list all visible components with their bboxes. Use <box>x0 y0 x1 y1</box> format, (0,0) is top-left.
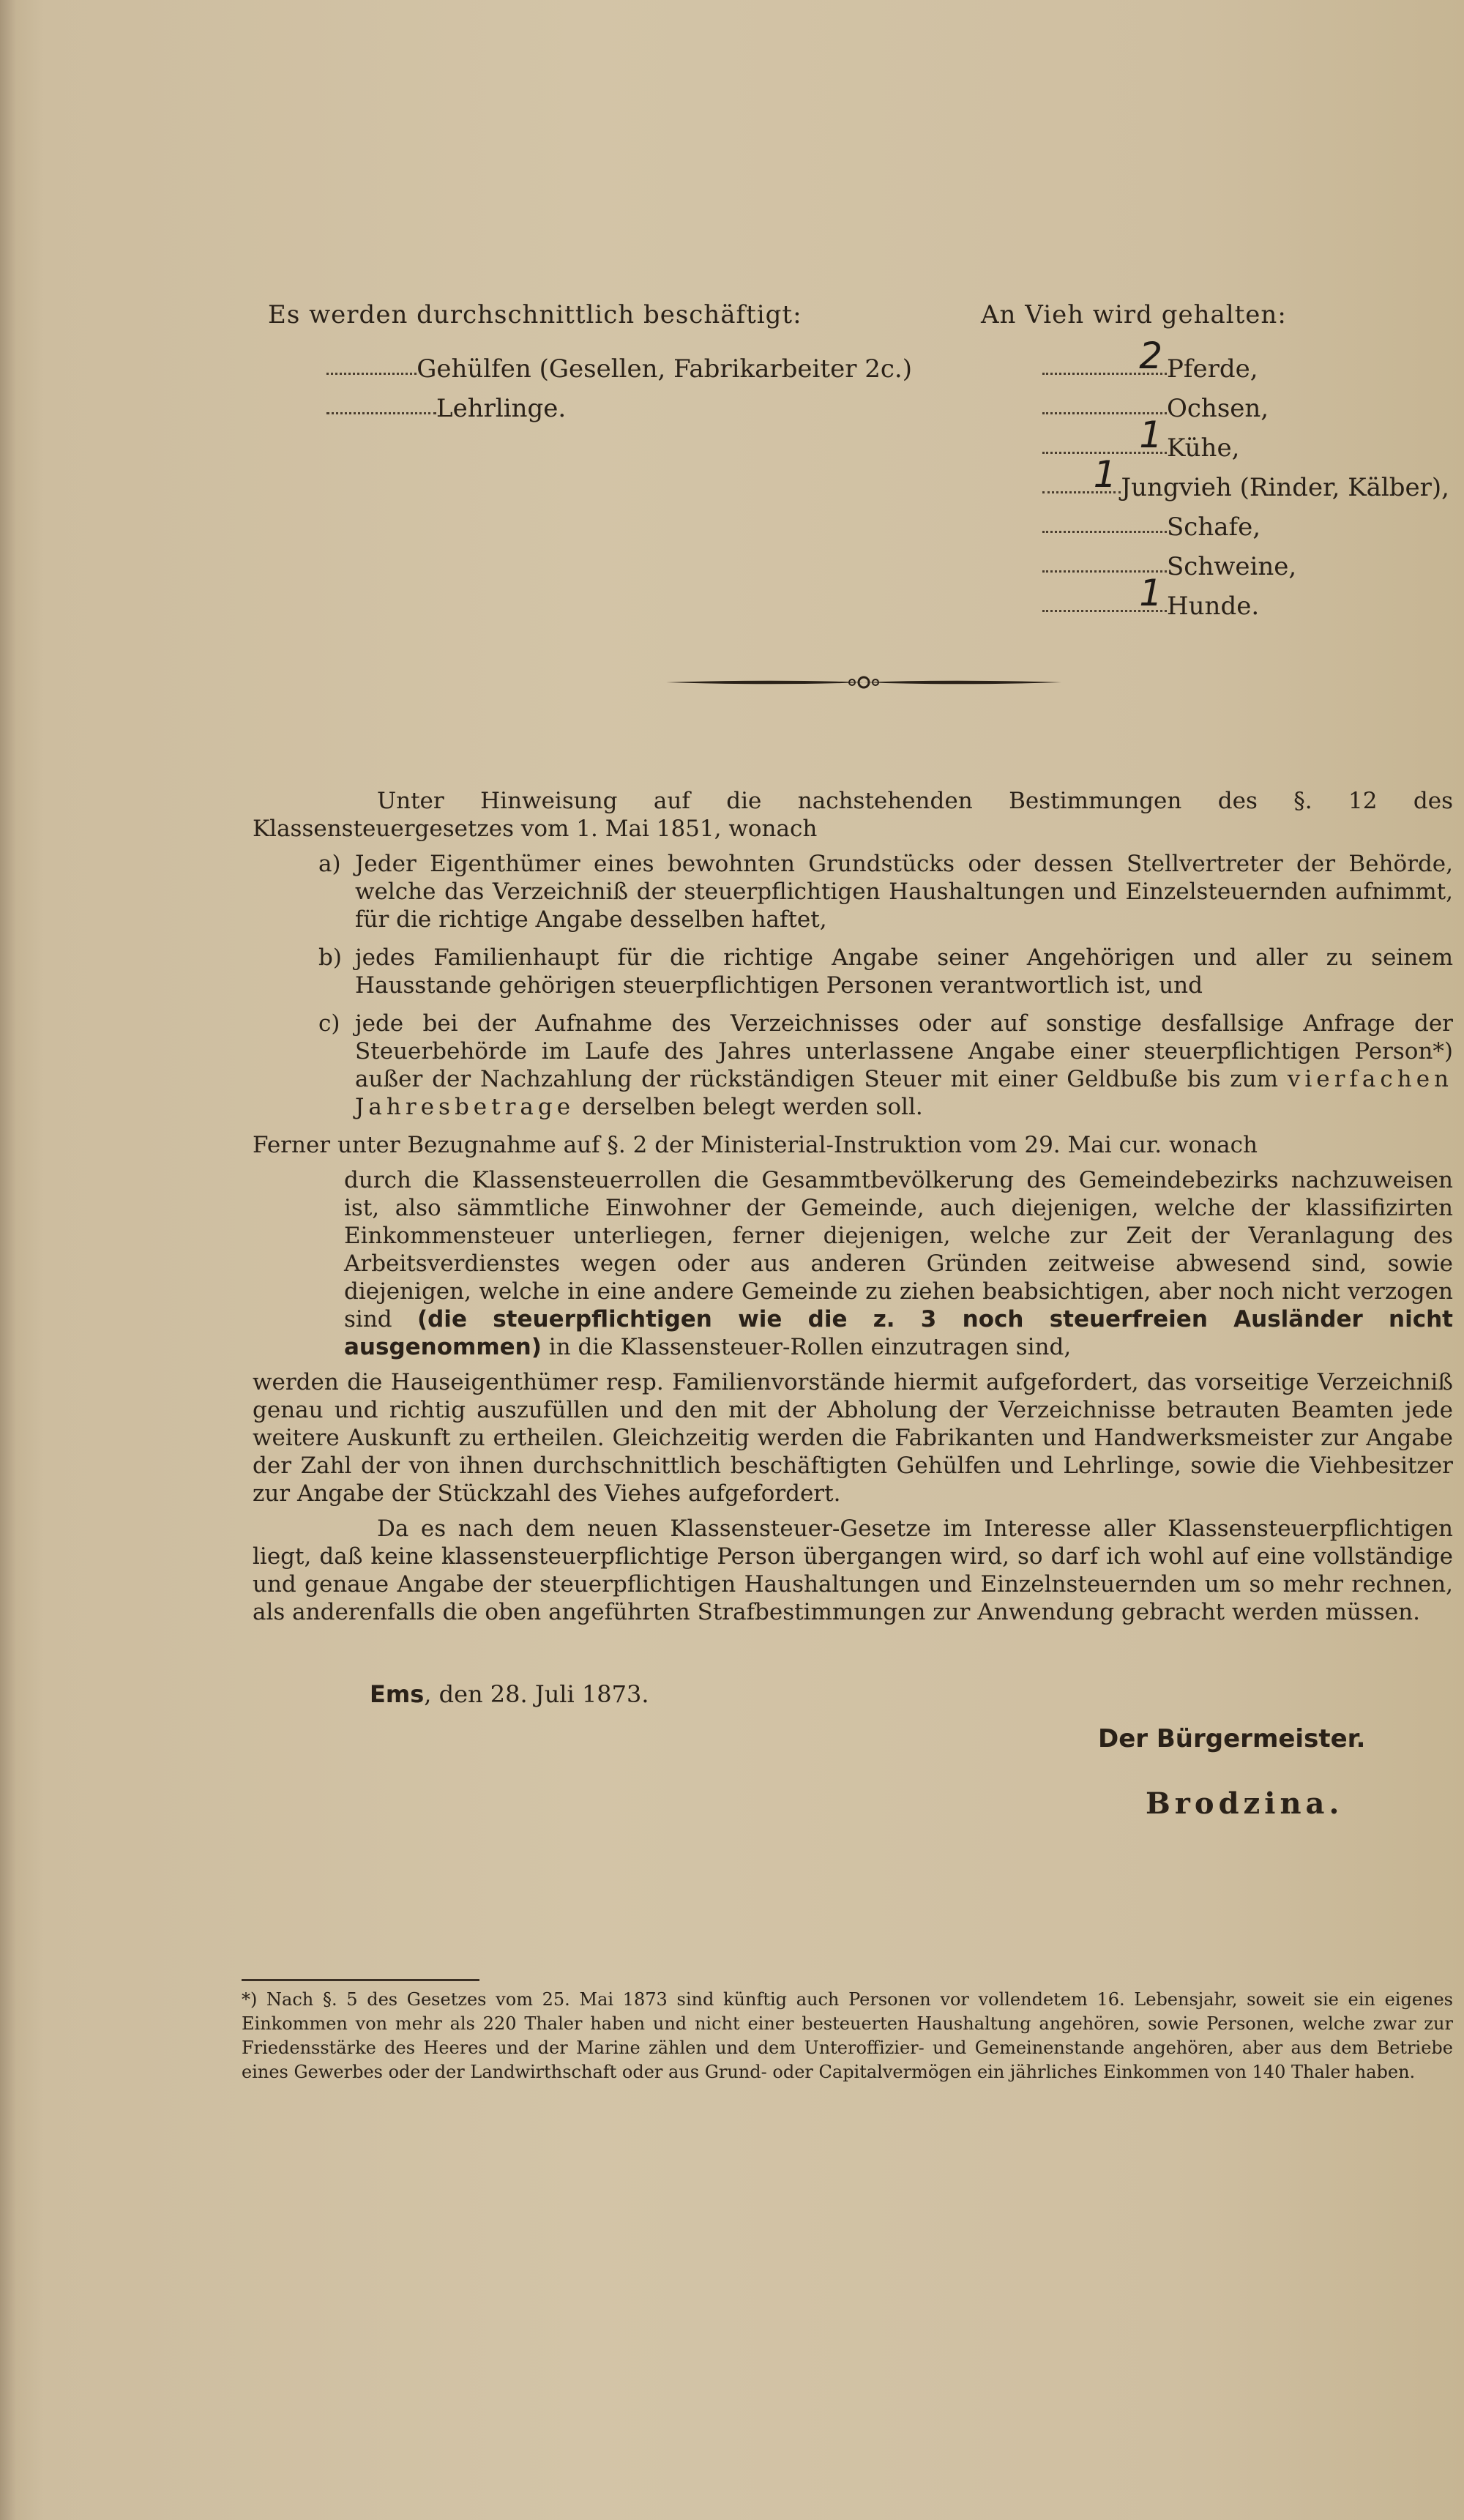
intro-paragraph: Unter Hinweisung auf die nachstehenden Bestimmungen des §. 12 des Klassensteuergesetzes vom 1. Mai 1851, wonach <box>253 788 1453 842</box>
jungvieh-label: Jungvieh (Rinder, Kälber), <box>1121 473 1449 502</box>
livestock-row-jungvieh <box>981 453 1449 502</box>
schweine-label: Schweine, <box>1167 552 1297 581</box>
clause-c-emphasis: vierfachen Jahresbetrage <box>355 1066 1454 1120</box>
clause-c <box>253 1010 1453 1121</box>
body-text <box>253 787 1453 1633</box>
quote-text-end: in die Klassensteuer-Rollen einzutragen sind, <box>548 1334 1072 1360</box>
instruction-quote <box>253 1166 1453 1361</box>
livestock-row-hunde <box>981 572 1449 621</box>
clause-c-marker: c) <box>318 1010 340 1037</box>
lehrlinge-label: Lehrlinge. <box>436 394 567 423</box>
ochsen-count-field <box>1042 400 1167 414</box>
closing-paragraph: Da es nach dem neuen Klassensteuer-Gesetze im Interesse aller Klassensteuerpflichtigen liegt, daß keine klassensteuerpflichtige Person übergangen wird, so darf ich wohl auf eine vollständige und genaue Angabe der steuerpflichtigen Haushaltungen und Einzelnsteuernden um so mehr rechnen, als anderenfalls die oben angeführten Strafbestimmungen zur Anwendung gebracht werden müssen. <box>253 1516 1453 1625</box>
livestock-section <box>981 300 1449 621</box>
town-name: Ems <box>370 1680 425 1708</box>
clause-b-text: jedes Familienhaupt für die richtige Angabe seiner Angehörigen und aller zu seinem Hausstande gehörigen steuerpflichtigen Personen verantwortlich ist, und <box>355 944 1453 999</box>
ornament-divider <box>666 668 1061 697</box>
quote-bold-text: (die steuerpflichtigen wie die z. 3 noch steuerfreien Ausländer nicht ausgenommen) <box>344 1306 1453 1360</box>
livestock-heading: An Vieh wird gehalten: <box>981 300 1287 329</box>
clause-c-text-end: derselben belegt werden soll. <box>581 1094 923 1120</box>
employees-heading: Es werden durchschnittlich beschäftigt: <box>268 300 802 329</box>
livestock-row-pferde <box>981 335 1449 384</box>
lehrlinge-count-field <box>326 400 436 414</box>
clause-b <box>253 944 1453 999</box>
ferner-paragraph: Ferner unter Bezugnahme auf §. 2 der Ministerial-Instruktion vom 29. Mai cur. wonach <box>253 1132 1258 1158</box>
clause-a-text: Jeder Eigenthümer eines bewohnten Grundstücks oder dessen Stellvertreter der Behörde, welche das Verzeichniß der steuerpflichtigen Haushaltungen und Einzelsteuernden aufnimmt, für die richtige Angabe desselben haftet, <box>355 851 1453 933</box>
gehuelfen-count-field <box>326 361 417 375</box>
footnote <box>242 1988 1453 2084</box>
page-binding-edge <box>0 0 16 2520</box>
clause-a <box>253 850 1453 933</box>
clause-a-marker: a) <box>318 851 341 877</box>
livestock-row-schafe <box>981 502 1449 542</box>
clause-c-text: jede bei der Aufnahme des Verzeichnisses oder auf sonstige desfallsige Anfrage der Steuerbehörde im Laufe des Jahres unterlassene Angabe einer steuerpflichtigen Person*) außer der Nachzahlung der rückständigen Steuer mit einer Geldbuße bis zum <box>355 1010 1453 1092</box>
pferde-label: Pferde, <box>1167 354 1258 384</box>
employees-section <box>268 300 912 423</box>
footnote-text: *) Nach §. 5 des Gesetzes vom 25. Mai 1873 sind künftig auch Personen vor vollendetem 16. Lebensjahr, soweit sie ein eigenes Einkommen von mehr als 220 Thaler haben und nicht einer besteuerten Haushaltung angehören, sowie Personen, welche zwar zur Friedensstärke des Heeres und der Marine zählen und dem Unteroffizier- und Gemeinenstande angehören, aber aus dem Betriebe eines Gewerbes oder der Landwirthschaft oder aus Grund- oder Capitalvermögen ein jährliches Einkommen von 140 Thaler haben. <box>242 1989 1453 2082</box>
livestock-row-ochsen <box>981 384 1449 423</box>
footnote-rule <box>242 1979 479 1981</box>
employees-row-gehuelfen <box>268 344 912 384</box>
clause-b-marker: b) <box>318 944 342 971</box>
livestock-row-kuehe <box>981 414 1449 463</box>
mayor-name: Brodzina. <box>1146 1786 1344 1821</box>
kuehe-label: Kühe, <box>1167 433 1240 463</box>
schweine-count-field <box>1042 559 1167 573</box>
pferde-count-field: 2 <box>1042 361 1167 375</box>
place-date <box>370 1680 649 1708</box>
request-paragraph: werden die Hauseigenthümer resp. Familienvorstände hiermit aufgefordert, das vorseitige Verzeichniß genau und richtig auszufüllen und den mit der Abholung der Verzeichnisse betrauten Beamten jede weitere Auskunft zu ertheilen. Gleichzeitig werden die Fabrikanten und Handwerksmeister zur Angabe der Zahl der von ihnen durchschnittlich beschäftigten Gehülfen und Lehrlinge, sowie die Viehbesitzer zur Angabe der Stückzahl des Viehes aufgefordert. <box>253 1369 1453 1507</box>
gehuelfen-label: Gehülfen (Gesellen, Fabrikarbeiter 2c.) <box>417 354 912 384</box>
ochsen-label: Ochsen, <box>1167 394 1269 423</box>
jungvieh-count-field: 1 <box>1042 480 1121 493</box>
hunde-label: Hunde. <box>1167 592 1260 621</box>
mayor-title: Der Bürgermeister. <box>1098 1724 1366 1753</box>
livestock-row-schweine <box>981 542 1449 581</box>
hunde-count-field: 1 <box>1042 598 1167 612</box>
date-text: , den 28. Juli 1873. <box>424 1680 649 1708</box>
schafe-count-field <box>1042 519 1167 533</box>
schafe-label: Schafe, <box>1167 512 1261 542</box>
employees-row-lehrlinge <box>268 384 912 423</box>
quote-text: durch die Klassensteuerrollen die Gesammtbevölkerung des Gemeindebezirks nachzuweisen ist, also sämmtliche Einwohner der Gemeinde, auch diejenigen, welche der klassifizirten Einkommensteuer unterliegen, ferner diejenigen, welche zur Zeit der Veranlagung des Arbeitsverdienstes wegen oder aus anderen Gründen zeitweise abwesend sind, sowie diejenigen, welche in eine andere Gemeinde zu ziehen beabsichtigen, aber noch nicht verzogen sind <box>344 1167 1453 1332</box>
kuehe-count-field: 1 <box>1042 440 1167 454</box>
